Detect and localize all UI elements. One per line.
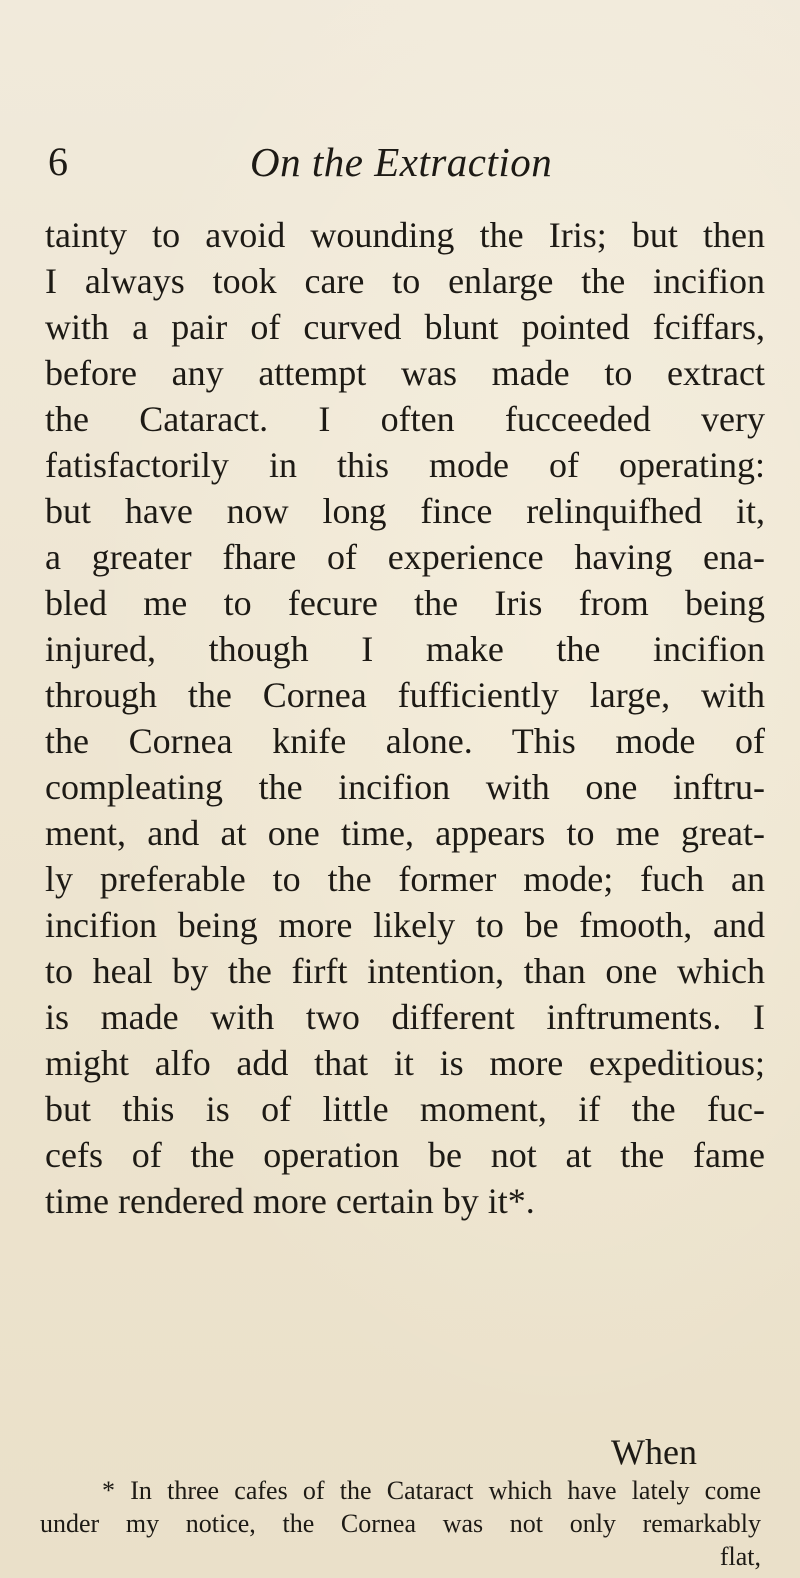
- page-number: 6: [48, 139, 68, 184]
- text-line: a greater fhare of experience having ena-: [45, 537, 765, 577]
- text-line: with a pair of curved blunt pointed fciffars,: [45, 307, 765, 347]
- footnote-line: under my notice, the Cornea was not only remarkably: [40, 1509, 761, 1538]
- footnote: [40, 1474, 761, 1573]
- text-line: but have now long fince relinquifhed it,: [45, 491, 765, 531]
- text-line: incifion being more likely to be fmooth, and: [45, 905, 765, 945]
- text-line: is made with two different inftruments. I: [45, 997, 765, 1037]
- text-line: fatisfactorily in this mode of operating:: [45, 445, 765, 485]
- text-line: to heal by the firft intention, than one which: [45, 951, 765, 991]
- text-line: compleating the incifion with one inftru-: [45, 767, 765, 807]
- text-line: before any attempt was made to extract: [45, 353, 765, 393]
- footnote-line: * In three cafes of the Cataract which have lately come: [102, 1476, 761, 1505]
- text-line: through the Cornea fufficiently large, with: [45, 675, 765, 715]
- text-line: ly preferable to the former mode; fuch an: [45, 859, 765, 899]
- body-text: [45, 212, 765, 1224]
- text-line: injured, though I make the incifion: [45, 629, 765, 669]
- text-line: but this is of little moment, if the fuc-: [45, 1089, 765, 1129]
- text-line: cefs of the operation be not at the fame: [45, 1135, 765, 1175]
- text-line: bled me to fecure the Iris from being: [45, 583, 765, 623]
- text-line: the Cornea knife alone. This mode of: [45, 721, 765, 761]
- page-header: [0, 138, 800, 198]
- text-line: might alfo add that it is more expeditious;: [45, 1043, 765, 1083]
- footnote-line: flat,: [719, 1542, 761, 1571]
- text-line: I always took care to enlarge the incifion: [45, 261, 765, 301]
- text-line: time rendered more certain by it*.: [45, 1181, 535, 1221]
- running-title: On the Extraction: [250, 139, 553, 185]
- text-line: ment, and at one time, appears to me great-: [45, 813, 765, 853]
- catchword: When: [611, 1432, 697, 1472]
- text-line: the Cataract. I often fucceeded very: [45, 399, 765, 439]
- text-line: tainty to avoid wounding the Iris; but then: [45, 215, 765, 255]
